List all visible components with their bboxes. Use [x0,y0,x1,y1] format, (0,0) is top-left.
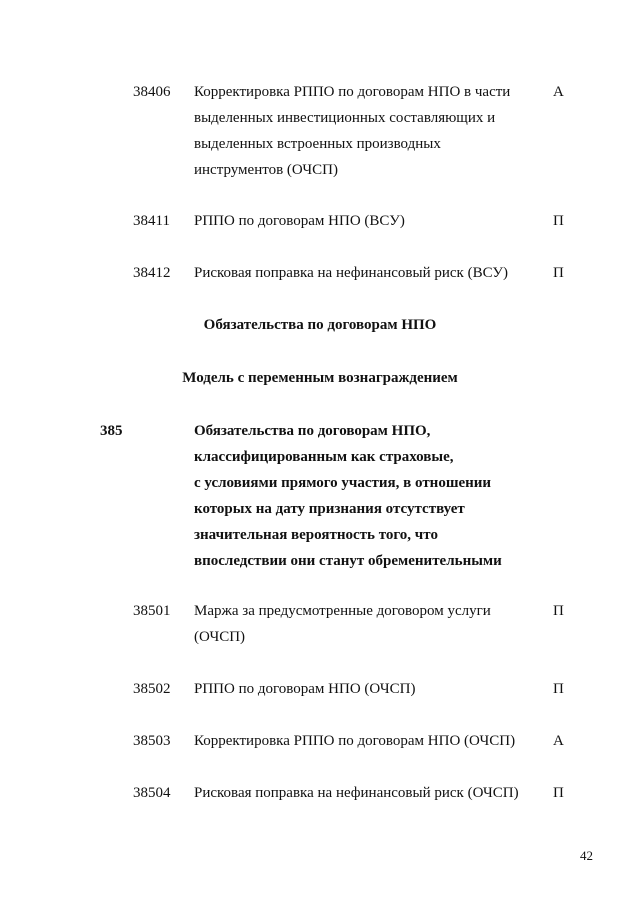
group-line: значительная вероятность того, что [194,527,438,543]
account-description [194,598,491,650]
account-type: А [553,84,564,100]
account-description [194,260,508,286]
description-line: выделенных встроенных производных [194,136,441,152]
account-description [194,79,510,183]
page-number: 42 [580,848,593,863]
group-line: с условиями прямого участия, в отношении [194,475,492,491]
account-type: П [553,213,564,229]
description-line: Корректировка РППО по договорам НПО (ОЧСП) [194,733,516,749]
account-code: 38504 [133,785,171,801]
account-description [194,676,415,702]
account-type: П [553,603,564,619]
description-line: РППО по договорам НПО (ОЧСП) [194,681,416,697]
account-description [194,728,515,754]
account-code: 38501 [133,603,171,619]
account-code: 38411 [133,213,170,229]
group-line: Обязательства по договорам НПО, [194,423,431,439]
account-type: П [553,265,564,281]
group-line: которых на дату признания отсутствует [194,501,465,517]
description-line: (ОЧСП) [194,629,246,645]
account-description [194,780,519,806]
group-line: впоследствии они станут обременительными [194,553,502,569]
group-description [194,418,502,574]
account-type: П [553,785,564,801]
group-line: классифицированным как страховые, [194,449,454,465]
description-line: РППО по договорам НПО (ВСУ) [194,213,405,229]
account-code: 38502 [133,681,171,697]
description-line: инструментов (ОЧСП) [194,162,338,178]
description-line: Рисковая поправка на нефинансовый риск (ОЧСП) [194,785,519,801]
section-heading: Обязательства по договорам НПО [203,317,437,333]
description-line: выделенных инвестиционных составляющих и [194,110,496,126]
account-code: 38412 [133,265,171,281]
group-code: 385 [100,423,123,439]
description-line: Маржа за предусмотренные договором услуги [194,603,491,619]
description-line: Корректировка РППО по договорам НПО в части [194,84,511,100]
account-description [194,208,405,234]
account-code: 38406 [133,84,171,100]
section-subheading: Модель с переменным вознаграждением [182,370,458,386]
account-code: 38503 [133,733,171,749]
account-type: П [553,681,564,697]
account-type: А [553,733,564,749]
description-line: Рисковая поправка на нефинансовый риск (ВСУ) [194,265,509,281]
